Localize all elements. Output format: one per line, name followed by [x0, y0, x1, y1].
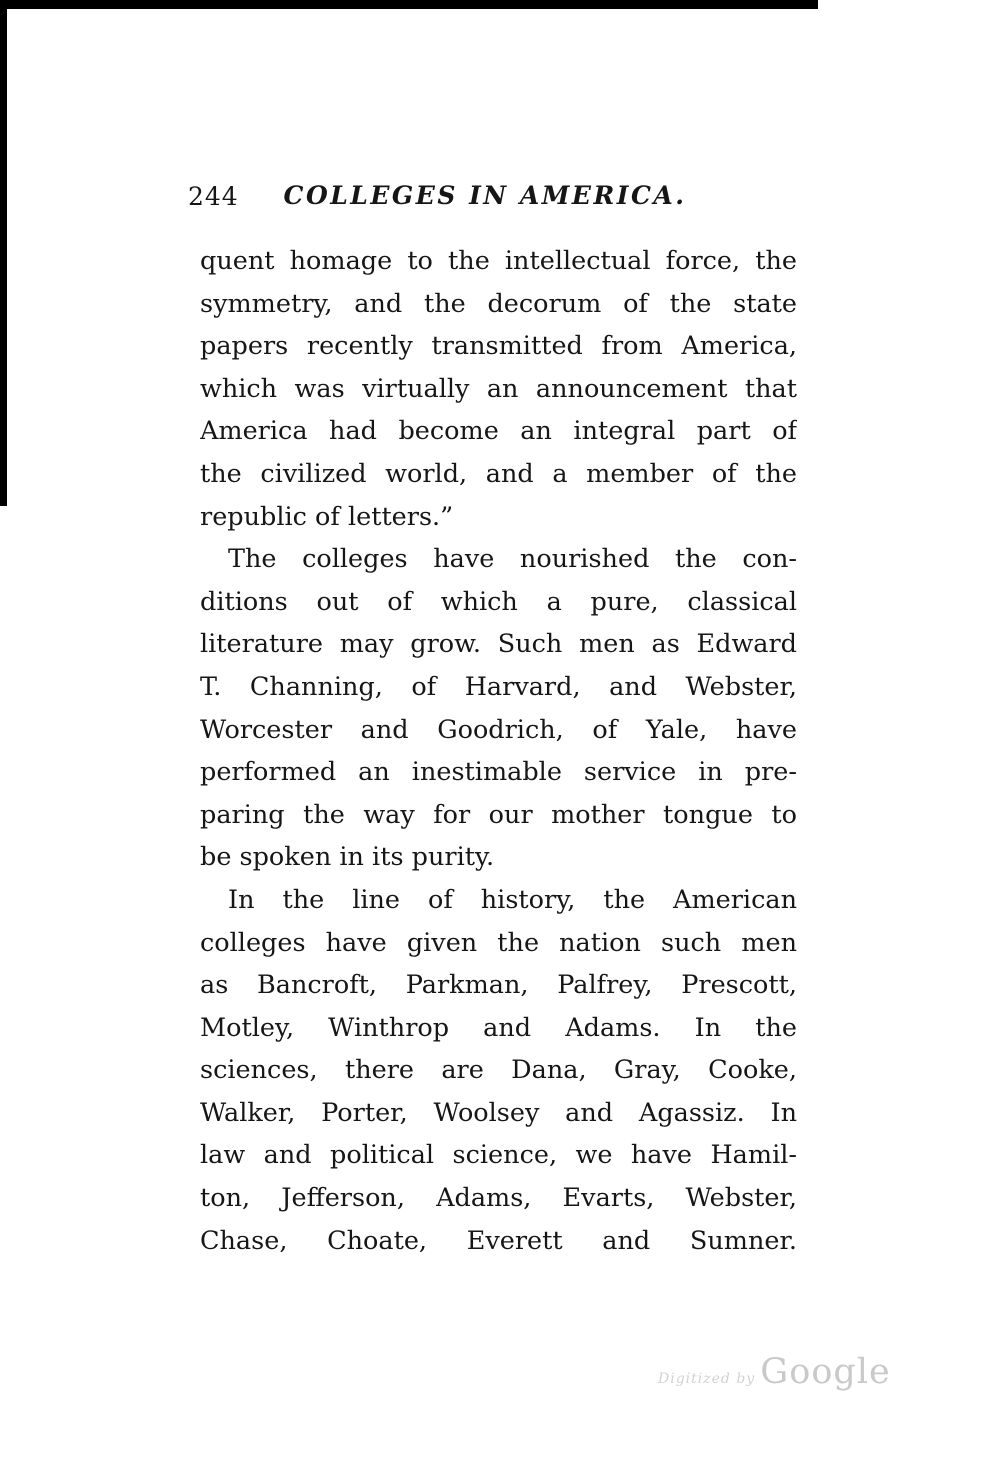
text-line: as Bancroft, Parkman, Palfrey, Prescott, [200, 970, 797, 1001]
text-line: ton, Jefferson, Adams, Evarts, Webster, [200, 1183, 797, 1214]
running-head-title: COLLEGES IN AMERICA. [283, 181, 687, 210]
text-line: symmetry, and the decorum of the state [200, 288, 797, 319]
text-line: Motley, Winthrop and Adams. In the [200, 1012, 797, 1043]
text-line: Chase, Choate, Everett and Sumner. [200, 1225, 797, 1256]
text-line: papers recently transmitted from America, [200, 331, 797, 362]
text-line: quent homage to the intellectual force, the [200, 246, 797, 276]
text-line: The colleges have nourished the con- [228, 544, 797, 575]
text-line: sciences, there are Dana, Gray, Cooke, [200, 1055, 797, 1086]
text-line: which was virtually an announcement that [200, 373, 797, 404]
body-text-block [200, 240, 797, 1262]
text-line: literature may grow. Such men as Edward [200, 629, 797, 660]
text-line: ditions out of which a pure, classical [200, 586, 797, 617]
scan-artifact-top-bar [0, 0, 818, 9]
scan-artifact-left-bar [0, 0, 7, 506]
page-number: 244 [188, 182, 239, 211]
google-logo-watermark: Google [760, 1352, 891, 1392]
text-line: be spoken in its purity. [200, 842, 495, 873]
text-line: republic of letters.” [200, 501, 454, 532]
text-line: the civilized world, and a member of the [200, 458, 797, 489]
watermark-prefix-text: Digitized by [658, 1371, 756, 1387]
text-line: paring the way for our mother tongue to [200, 799, 797, 830]
text-line: T. Channing, of Harvard, and Webster, [200, 671, 797, 702]
text-line: Worcester and Goodrich, of Yale, have [200, 714, 797, 745]
text-line: America had become an integral part of [200, 416, 797, 447]
text-line: Walker, Porter, Woolsey and Agassiz. In [200, 1097, 797, 1128]
text-line: In the line of history, the American [228, 884, 797, 915]
text-line: law and political science, we have Hamil- [200, 1140, 797, 1171]
text-line: colleges have given the nation such men [200, 927, 797, 958]
digitized-by-google-watermark [658, 1352, 891, 1392]
text-line: performed an inestimable service in pre- [200, 757, 797, 788]
